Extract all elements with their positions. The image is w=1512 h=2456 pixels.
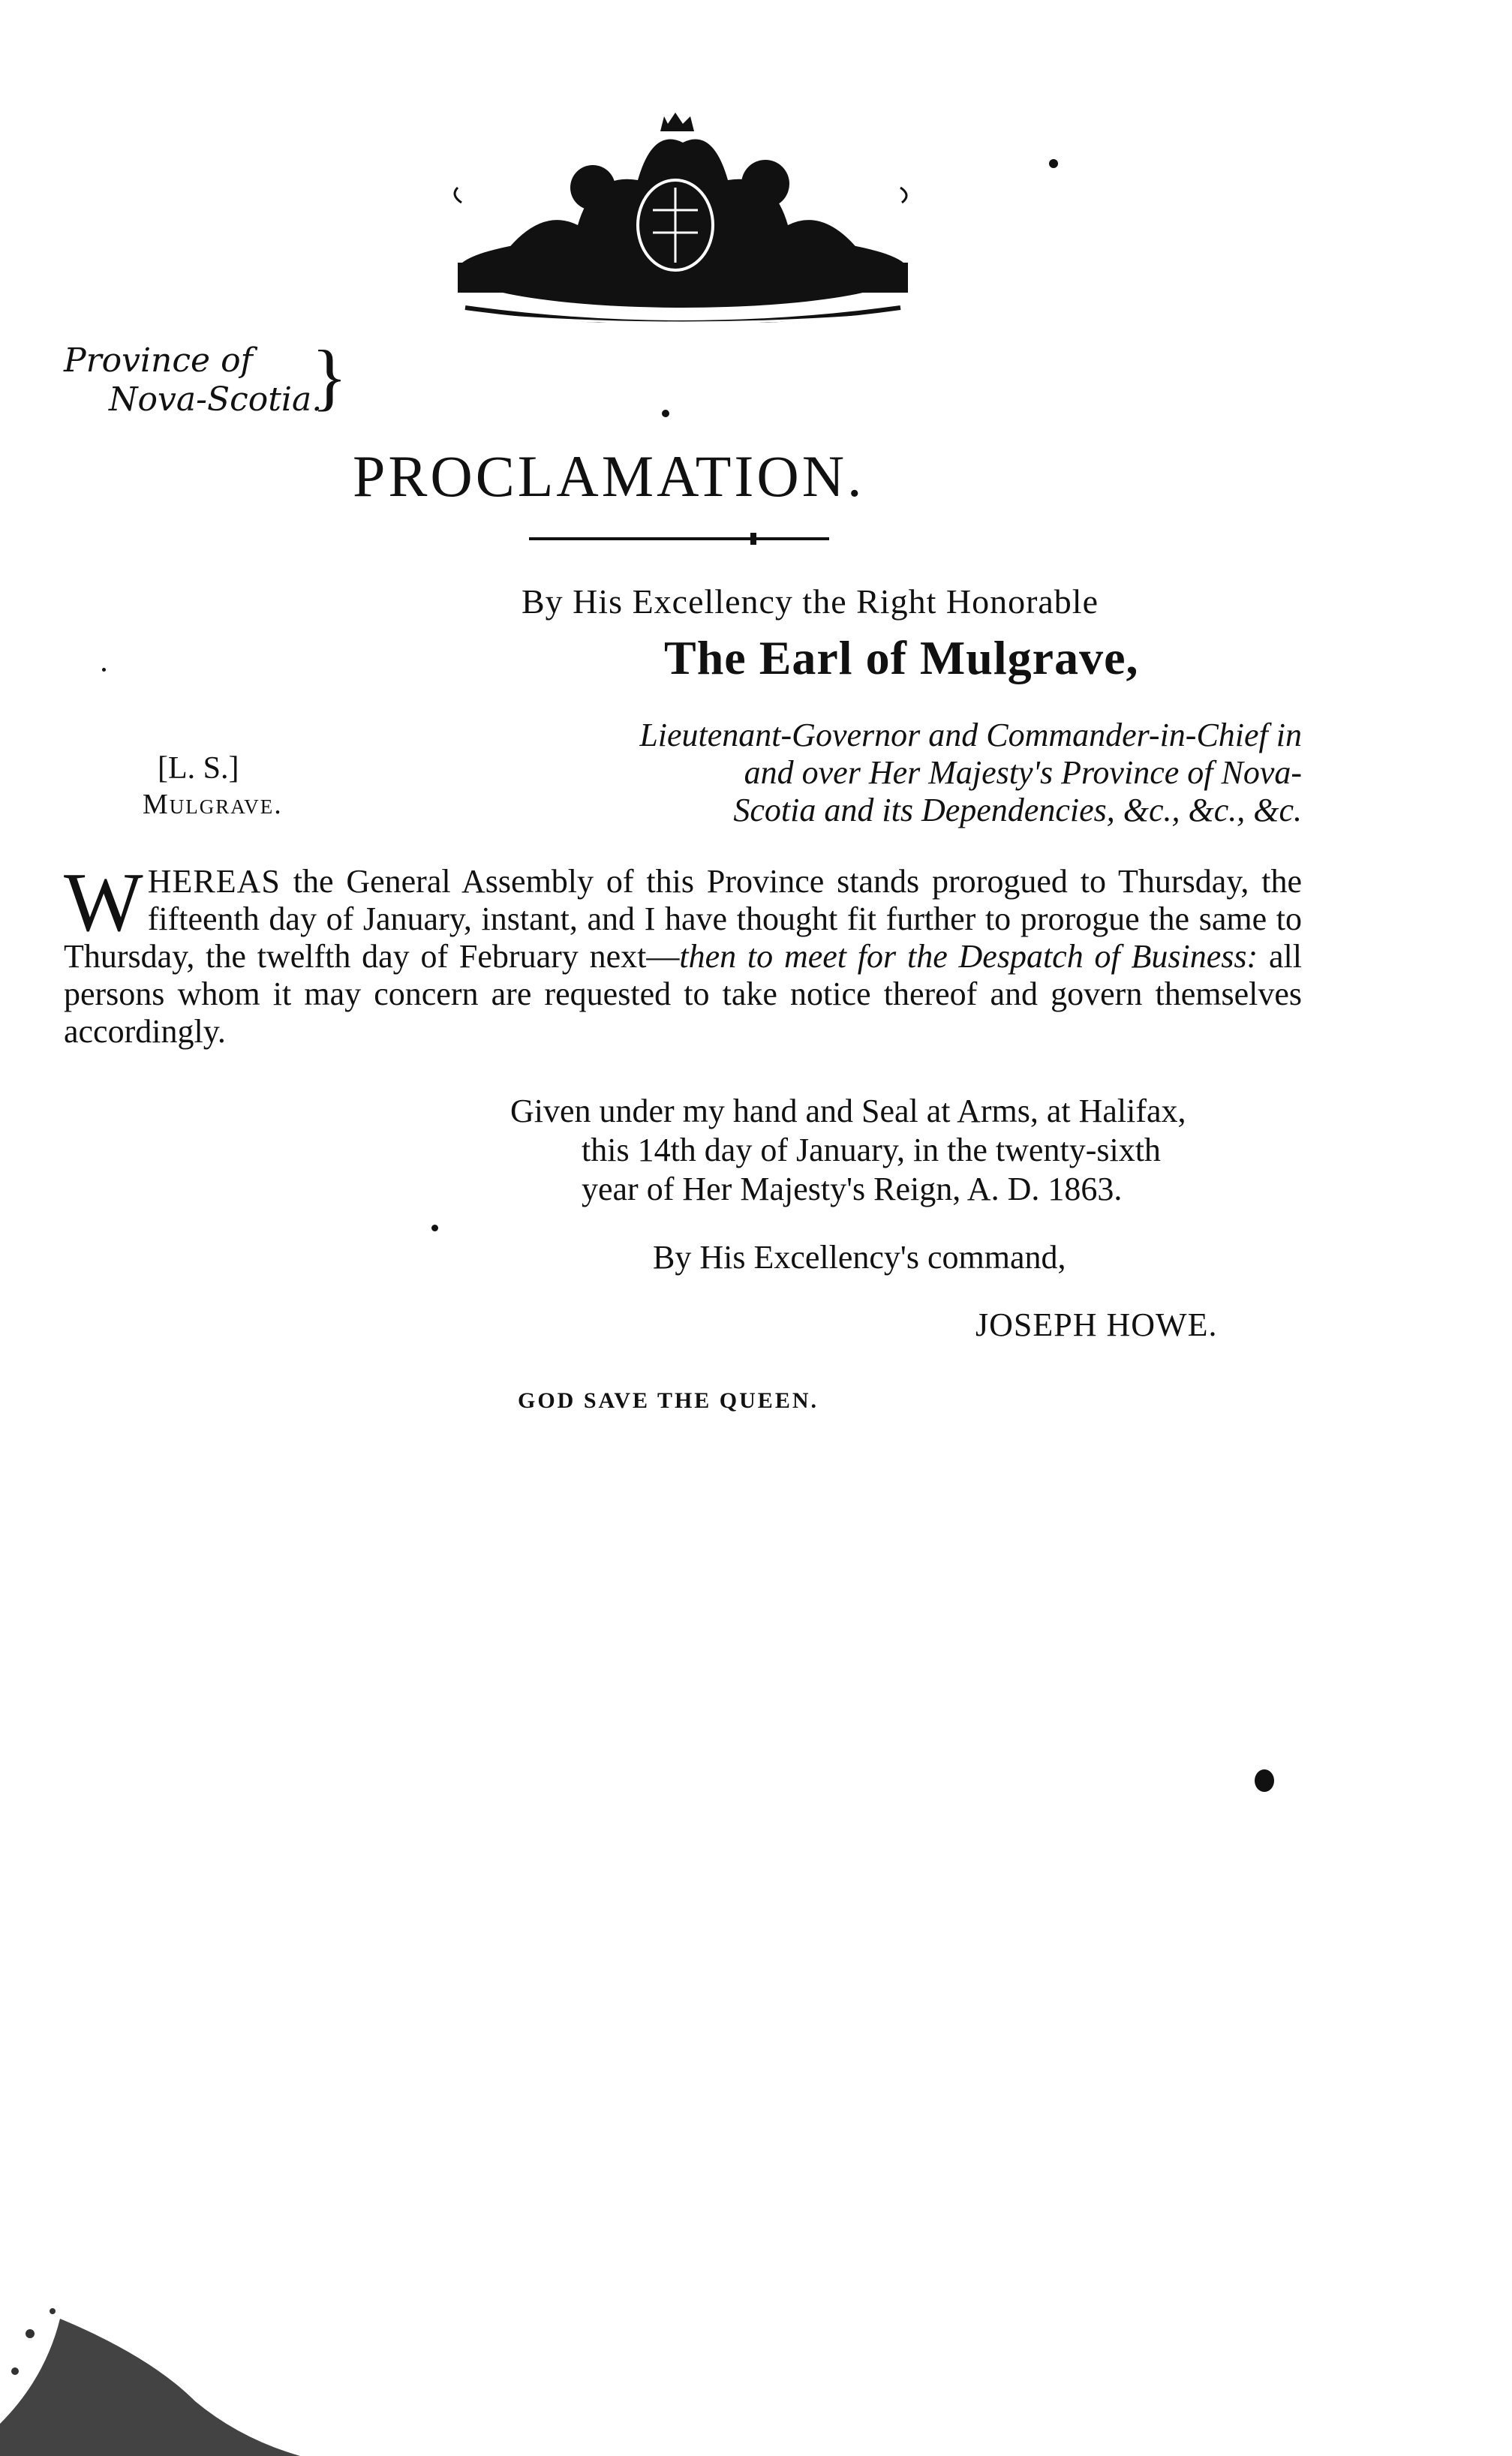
- issuer-office: [525, 717, 1302, 829]
- scan-speck: [662, 410, 669, 417]
- given-clause: [510, 1092, 1306, 1209]
- motto: GOD SAVE THE QUEEN.: [518, 1388, 819, 1413]
- rule-ornament: [750, 533, 756, 545]
- scan-smudge: [0, 2289, 315, 2456]
- office-line-2: and over Her Majesty's Province of Nova-: [744, 754, 1302, 791]
- office-line-3: Scotia and its Dependencies, &c., &c., &c.: [733, 792, 1302, 828]
- province-line-2: Nova-Scotia.: [109, 380, 323, 419]
- scan-speck: [1255, 1769, 1274, 1792]
- given-line-1: Given under my hand and Seal at Arms, at Halifax,: [510, 1093, 1186, 1129]
- given-line-3: year of Her Majesty's Reign, A. D. 1863.: [582, 1171, 1123, 1207]
- seal-mark: [L. S.]: [158, 751, 239, 786]
- body-text-1: the General Assembly of this Province stands prorogued to Thursday, the fifteenth day of January, instant, and I have thought fit further to prorogue the same to Thursday, the twelfth day of February next—: [64, 863, 1302, 975]
- drop-cap: W: [64, 856, 143, 949]
- signatory: JOSEPH HOWE.: [975, 1306, 1218, 1343]
- command-line: By His Excellency's command,: [653, 1239, 1066, 1276]
- seal-signature: Mulgrave.: [143, 789, 283, 820]
- given-line-2: this 14th day of January, in the twenty-sixth: [582, 1132, 1161, 1168]
- province-label: [64, 341, 322, 419]
- proclamation-body: [64, 856, 1303, 1051]
- scan-speck: [102, 668, 106, 672]
- issuer-byline: By His Excellency the Right Honorable: [522, 582, 1099, 621]
- royal-coat-of-arms-icon: [443, 113, 923, 323]
- issuer-name: The Earl of Mulgrave,: [664, 631, 1139, 684]
- body-lead: HEREAS: [147, 863, 281, 900]
- scan-speck: [431, 1225, 438, 1231]
- scan-speck: [1049, 159, 1058, 168]
- province-line-1: Province of: [64, 341, 253, 380]
- title-rule: [529, 537, 829, 540]
- body-text-italic: then to meet for the Despatch of Business:: [679, 938, 1258, 975]
- office-line-1: Lieutenant-Governor and Commander-in-Chief in: [639, 717, 1302, 753]
- page-title: PROCLAMATION.: [353, 443, 865, 509]
- brace-glyph: }: [311, 335, 347, 418]
- body-text-2: all persons whom it may concern are requested to take notice thereof and govern themselves accordingly.: [64, 938, 1303, 1050]
